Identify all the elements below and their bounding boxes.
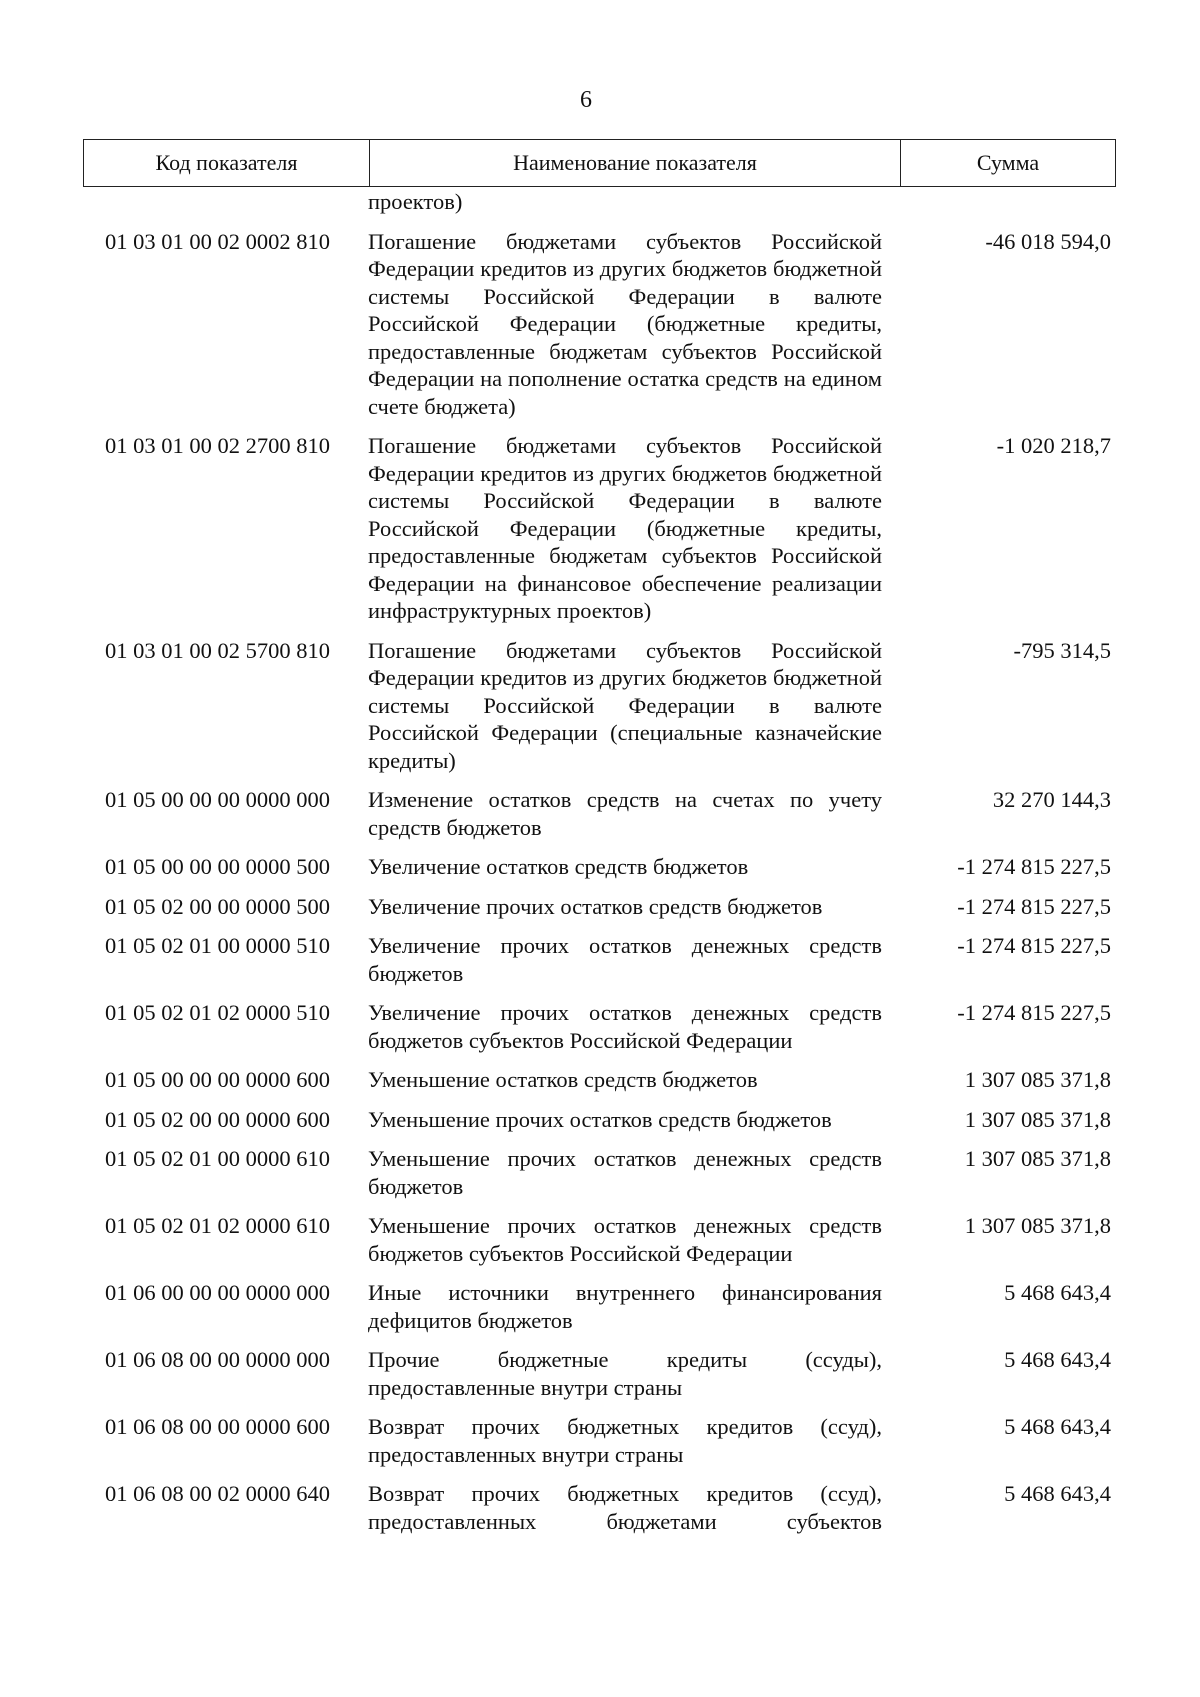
row-code: 01 05 02 01 00 0000 610 — [105, 1146, 330, 1171]
row-sum: 1 307 085 371,8 — [964, 1146, 1111, 1171]
table-row — [83, 1066, 1114, 1094]
table-row — [83, 637, 1114, 775]
row-name: Иные источники внутреннего финансирования дефицитов бюджетов — [368, 1280, 882, 1333]
row-name: Погашение бюджетами субъектов Российской Федерации кредитов из других бюджетов бюджетной системы Российской Федерации в валюте Российской Федерации (бюджетные кредиты, предоставленные бюджетам субъектов Российской Федерации на пополнение остатка средств на едином счете бюджета) — [368, 228, 882, 419]
table-row — [83, 1346, 1114, 1401]
row-sum: -795 314,5 — [1013, 637, 1111, 663]
row-sum: -1 274 815 227,5 — [957, 893, 1111, 919]
row-name: Уменьшение прочих остатков денежных средств бюджетов — [368, 1146, 882, 1199]
row-name: Уменьшение прочих остатков денежных средств бюджетов субъектов Российской Федерации — [368, 1213, 882, 1266]
row-sum: -1 274 815 227,5 — [957, 933, 1111, 958]
page-number: 6 — [580, 87, 592, 113]
table-row — [83, 853, 1114, 881]
table-row — [83, 786, 1114, 841]
row-sum: 1 307 085 371,8 — [964, 1067, 1111, 1092]
table-body — [83, 188, 1114, 1535]
table-row — [83, 1145, 1114, 1200]
row-name: Возврат прочих бюджетных кредитов (ссуд), предоставленных бюджетами субъектов — [368, 1481, 882, 1534]
row-name: Уменьшение остатков средств бюджетов — [368, 1067, 758, 1092]
row-code: 01 05 00 00 00 0000 600 — [105, 1067, 330, 1092]
row-code: 01 05 02 01 02 0000 510 — [105, 1000, 330, 1025]
row-name: Погашение бюджетами субъектов Российской Федерации кредитов из других бюджетов бюджетной системы Российской Федерации в валюте Российской Федерации (бюджетные кредиты, предоставленные бюджетам субъектов Российской Федерации на финансовое обеспечение реализации инфраструктурных проектов) — [368, 433, 882, 623]
header-sum: Сумма — [901, 140, 1116, 187]
row-sum: -46 018 594,0 — [985, 228, 1111, 254]
row-name: Уменьшение прочих остатков средств бюджетов — [368, 1106, 832, 1132]
row-sum: -1 274 815 227,5 — [957, 854, 1111, 879]
row-code: 01 06 08 00 00 0000 000 — [105, 1347, 330, 1372]
row-sum: 5 468 643,4 — [1004, 1481, 1111, 1506]
row-sum: 5 468 643,4 — [1004, 1280, 1111, 1305]
table-row — [83, 228, 1114, 421]
row-code: 01 03 01 00 02 2700 810 — [105, 433, 330, 458]
row-code: 01 06 00 00 00 0000 000 — [105, 1280, 330, 1305]
row-name: Увеличение прочих остатков средств бюджетов — [368, 893, 823, 919]
table-header — [83, 139, 1116, 187]
table-row — [83, 1212, 1114, 1267]
row-name: Возврат прочих бюджетных кредитов (ссуд), предоставленных внутри страны — [368, 1414, 882, 1467]
row-code: 01 06 08 00 00 0000 600 — [105, 1414, 330, 1439]
table-row — [83, 1106, 1114, 1134]
row-code: 01 06 08 00 02 0000 640 — [105, 1481, 330, 1506]
row-sum: 1 307 085 371,8 — [964, 1106, 1111, 1132]
row-code: 01 05 02 01 00 0000 510 — [105, 933, 330, 958]
row-code: 01 05 00 00 00 0000 000 — [105, 787, 330, 812]
row-name: Увеличение прочих остатков денежных средств бюджетов — [368, 933, 882, 986]
row-code: 01 03 01 00 02 5700 810 — [105, 637, 330, 663]
row-name: Увеличение остатков средств бюджетов — [368, 854, 749, 879]
table-row — [83, 1279, 1114, 1334]
table-row — [83, 999, 1114, 1054]
row-name: Изменение остатков средств на счетах по учету средств бюджетов — [368, 787, 882, 840]
table-row — [83, 893, 1114, 921]
row-sum: -1 020 218,7 — [996, 433, 1111, 458]
continuation-row — [83, 188, 1114, 216]
row-code: 01 03 01 00 02 0002 810 — [105, 228, 330, 254]
row-name: Погашение бюджетами субъектов Российской Федерации кредитов из других бюджетов бюджетной системы Российской Федерации в валюте Российской Федерации (специальные казначейские кредиты) — [368, 637, 882, 773]
header-name: Наименование показателя — [370, 140, 901, 187]
row-sum: 5 468 643,4 — [1004, 1347, 1111, 1372]
row-code: 01 05 00 00 00 0000 500 — [105, 854, 330, 879]
table-row — [83, 432, 1114, 625]
row-name: Прочие бюджетные кредиты (ссуды), предоставленные внутри страны — [368, 1347, 882, 1400]
row-sum: 5 468 643,4 — [1004, 1414, 1111, 1439]
row-code: 01 05 02 00 00 0000 500 — [105, 893, 330, 919]
row-sum: 32 270 144,3 — [992, 787, 1111, 812]
row-sum: -1 274 815 227,5 — [957, 1000, 1111, 1025]
header-code: Код показателя — [84, 140, 370, 187]
table-row — [83, 1480, 1114, 1535]
table-row — [83, 1413, 1114, 1468]
row-code: 01 05 02 00 00 0000 600 — [105, 1106, 330, 1132]
row-code: 01 05 02 01 02 0000 610 — [105, 1213, 330, 1238]
row-sum: 1 307 085 371,8 — [964, 1213, 1111, 1238]
continuation-text: проектов) — [368, 189, 463, 214]
row-name: Увеличение прочих остатков денежных средств бюджетов субъектов Российской Федерации — [368, 1000, 882, 1053]
table-row — [83, 932, 1114, 987]
